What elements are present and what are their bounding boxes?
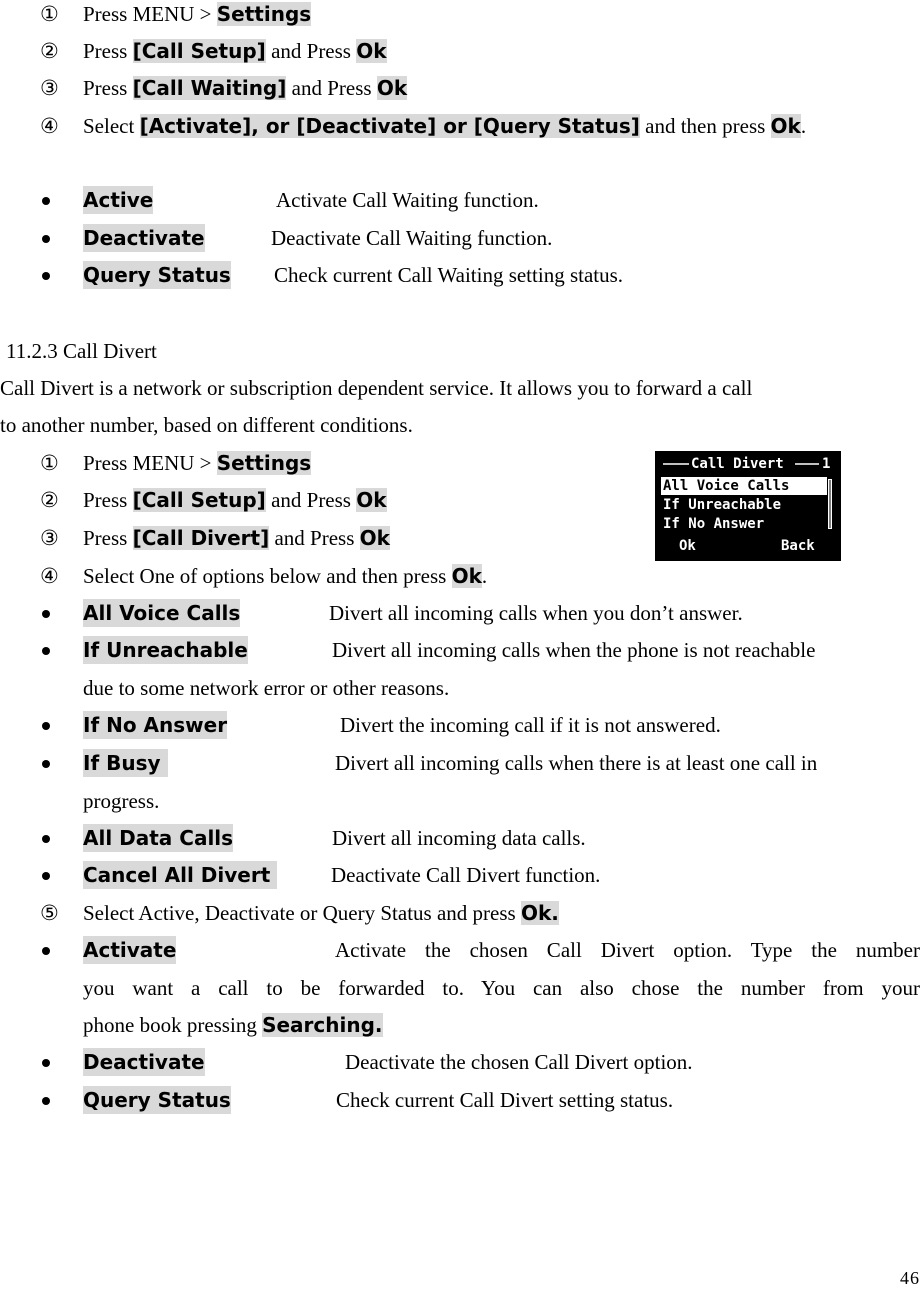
option-desc: Deactivate Call Divert function. bbox=[331, 863, 601, 887]
step-marker: ③ bbox=[40, 526, 59, 550]
bullet-icon bbox=[42, 647, 50, 655]
option-term: All Data Calls bbox=[83, 826, 234, 850]
key-label: Ok bbox=[359, 526, 390, 550]
key-label: Settings bbox=[216, 451, 312, 475]
phone-soft-key-right: Back bbox=[781, 538, 815, 554]
phone-menu-item: If No Answer bbox=[663, 516, 765, 532]
step-text: and then press bbox=[639, 114, 771, 138]
bullet-icon bbox=[42, 1097, 50, 1105]
step-text: Press MENU > bbox=[83, 2, 217, 26]
option-desc: Activate Call Waiting function. bbox=[276, 188, 539, 212]
step-text: and Press bbox=[269, 526, 360, 550]
option-desc: Activate the chosen Call Divert option. Type the number bbox=[335, 938, 920, 962]
option-desc: Divert all incoming calls when the phone is not reachable bbox=[332, 638, 816, 662]
key-label: Ok bbox=[356, 488, 387, 512]
key-label: [Call Divert] bbox=[132, 526, 270, 550]
option-term: Deactivate bbox=[83, 1050, 205, 1074]
option-term: Active bbox=[83, 188, 154, 212]
bullet-icon bbox=[42, 835, 50, 843]
option-desc: Divert all incoming calls when there is at least one call in bbox=[335, 751, 818, 775]
step-text: and Press bbox=[286, 76, 377, 100]
bullet-icon bbox=[42, 872, 50, 880]
option-term: Cancel All Divert bbox=[83, 863, 278, 887]
key-label: [Call Setup] bbox=[132, 488, 266, 512]
option-term: Deactivate bbox=[83, 226, 205, 250]
step-marker: ① bbox=[40, 2, 59, 26]
phone-index: 1 bbox=[822, 456, 831, 472]
option-desc-continued: phone book pressing bbox=[83, 1013, 263, 1037]
phone-screen-illustration bbox=[655, 451, 841, 561]
step-marker: ⑤ bbox=[40, 901, 59, 925]
option-term: Activate bbox=[83, 938, 177, 962]
key-label: Ok bbox=[376, 76, 408, 100]
option-desc: Divert all incoming data calls. bbox=[332, 826, 586, 850]
step-text: and Press bbox=[265, 39, 357, 63]
page-number: 46 bbox=[900, 1268, 920, 1288]
key-label: Ok. bbox=[520, 901, 559, 925]
option-term: If Unreachable bbox=[83, 638, 248, 662]
phone-title: Call Divert bbox=[691, 456, 784, 472]
step-text: Press bbox=[83, 39, 133, 63]
step-marker: ③ bbox=[40, 76, 59, 100]
key-label: Settings bbox=[216, 2, 312, 26]
intro-line-1: Call Divert is a network or subscription dependent service. It allows you to forward a call bbox=[0, 376, 753, 400]
bullet-icon bbox=[42, 760, 50, 768]
step-marker: ④ bbox=[40, 564, 59, 588]
key-label: [Activate], or [Deactivate] or [Query Status] bbox=[139, 114, 640, 138]
bullet-icon bbox=[42, 235, 50, 243]
step-marker: ② bbox=[40, 39, 59, 63]
step-marker: ④ bbox=[40, 114, 59, 138]
bullet-icon bbox=[42, 722, 50, 730]
bullet-icon bbox=[42, 610, 50, 618]
bullet-icon bbox=[42, 272, 50, 280]
step-text: Select One of options below and then press bbox=[83, 564, 452, 588]
option-desc: Deactivate the chosen Call Divert option. bbox=[345, 1050, 693, 1074]
step-text: Press bbox=[83, 76, 133, 100]
bullet-icon bbox=[42, 947, 50, 955]
option-term: If Busy bbox=[83, 751, 168, 775]
step-text: Select Active, Deactivate or Query Status and press bbox=[83, 901, 521, 925]
key-label: Ok bbox=[451, 564, 482, 588]
option-desc: Check current Call Waiting setting status. bbox=[274, 263, 624, 287]
phone-menu-item: If Unreachable bbox=[663, 497, 782, 513]
punctuation: . bbox=[800, 114, 807, 138]
phone-soft-key-left: Ok bbox=[679, 538, 696, 554]
option-desc: Divert the incoming call if it is not answered. bbox=[340, 713, 721, 737]
step-text: Press bbox=[83, 526, 133, 550]
step-text: Select bbox=[83, 114, 140, 138]
step-text: and Press bbox=[265, 488, 357, 512]
key-label: Ok bbox=[356, 39, 387, 63]
punctuation: . bbox=[481, 564, 488, 588]
option-desc-continued: you want a call to be forwarded to. You can also chose the number from your bbox=[83, 976, 920, 1000]
phone-menu-item-selected: All Voice Calls bbox=[661, 477, 827, 495]
key-label: Searching. bbox=[262, 1013, 383, 1037]
bullet-icon bbox=[42, 197, 50, 205]
option-desc: Divert all incoming calls when you don’t answer. bbox=[329, 601, 743, 625]
option-desc: Deactivate Call Waiting function. bbox=[271, 226, 553, 250]
key-label: Ok bbox=[770, 114, 801, 138]
key-label: [Call Setup] bbox=[132, 39, 266, 63]
option-term: Query Status bbox=[83, 263, 231, 287]
bullet-icon bbox=[42, 1059, 50, 1067]
option-desc-continued: due to some network error or other reasons. bbox=[83, 676, 450, 700]
option-desc-continued: progress. bbox=[83, 789, 160, 813]
option-term: If No Answer bbox=[83, 713, 228, 737]
option-term: Query Status bbox=[83, 1088, 231, 1112]
key-label: [Call Waiting] bbox=[132, 76, 287, 100]
step-text: Press MENU > bbox=[83, 451, 217, 475]
section-heading: 11.2.3 Call Divert bbox=[6, 339, 157, 363]
option-term: All Voice Calls bbox=[83, 601, 241, 625]
step-text: Press bbox=[83, 488, 133, 512]
step-marker: ② bbox=[40, 488, 59, 512]
option-desc: Check current Call Divert setting status. bbox=[336, 1088, 674, 1112]
step-marker: ① bbox=[40, 451, 59, 475]
intro-line-2: to another number, based on different conditions. bbox=[0, 413, 413, 437]
